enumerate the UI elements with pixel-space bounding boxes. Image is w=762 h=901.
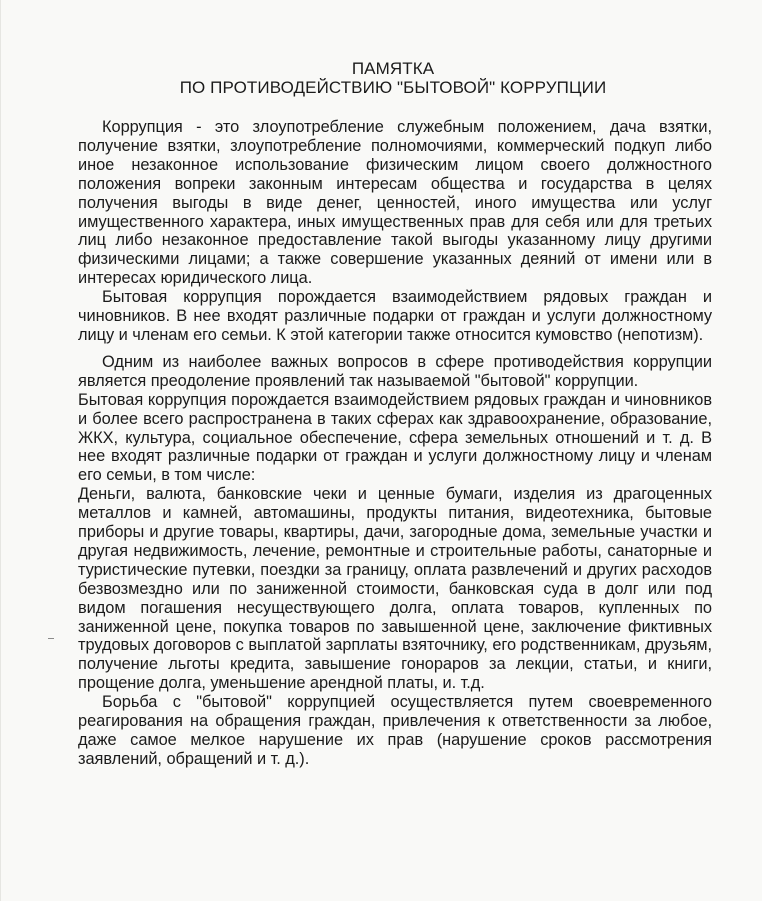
paragraph-spheres: Бытовая коррупция порождается взаимодействием рядовых граждан и чиновников и более всего распространена в таких сферах как здравоохранение, образование, ЖКХ, культура, социальное обеспечение, сфера земельных отношений и т. д. В нее входят различные подарки от граждан и услуги должностному лицу и членам его семьи, в том числе: <box>78 390 712 485</box>
document-title <box>1 59 762 97</box>
paragraph-corruption-definition: Коррупция - это злоупотребление служебным положением, дача взятки, получение взятки, злоупотребление полномочиями, коммерческий подкуп либо иное незаконное использование физическим лицом своего должностного положения вопреки законным интересам общества и государства в целях получения выгоды в виде денег, ценностей, иного имущества или услуг имущественного характера, иных имущественных прав для себя или для третьих лиц либо незаконное предоставление такой выгоды указанному лицу другими физическими лицами; а также совершение указанных деяний от имени или в интересах юридического лица. <box>78 118 712 288</box>
document-body <box>78 118 712 769</box>
scan-mark <box>48 638 54 639</box>
paragraph-fight: Борьба с "бытовой" коррупцией осуществляется путем своевременного реагирования на обращения граждан, привлечения к ответственности за любое, даже самое мелкое нарушение их прав (нарушение сроков рассмотрения заявлений, обращений и т. д.). <box>78 693 712 768</box>
title-line-2: ПО ПРОТИВОДЕЙСТВИЮ "БЫТОВОЙ" КОРРУПЦИИ <box>179 78 607 97</box>
paragraph-key-issue: Одним из наиболее важных вопросов в сфере противодействия коррупции является преодоление проявлений так называемой "бытовой" коррупции. <box>78 352 712 390</box>
paragraph-gifts-list: Деньги, валюта, банковские чеки и ценные бумаги, изделия из драгоценных металлов и камней, автомашины, продукты питания, видеотехника, бытовые приборы и другие товары, квартиры, дачи, загородные дома, земельные участки и другая недвижимость, лечение, ремонтные и строительные работы, санаторные и туристические путевки, поездки за границу, оплата развлечений и других расходов безвозмездно или по заниженной стоимости, банковская суда в долг или под видом погашения несуществующего долга, оплата товаров, купленных по заниженной цене, покупка товаров по завышенной цене, заключение фиктивных трудовых договоров с выплатой зарплаты взяточнику, его родственникам, друзьям, получение льготы кредита, завышение гонораров за лекции, статьи, и книги, прощение долга, уменьшение арендной платы, и. т.д. <box>78 485 712 693</box>
title-line-1: ПАМЯТКА <box>351 59 435 78</box>
paragraph-household-corruption: Бытовая коррупция порождается взаимодействием рядовых граждан и чиновников. В нее входят различные подарки от граждан и услуги должностному лицу и членам его семьи. К этой категории также относится кумовство (непотизм). <box>78 288 712 344</box>
